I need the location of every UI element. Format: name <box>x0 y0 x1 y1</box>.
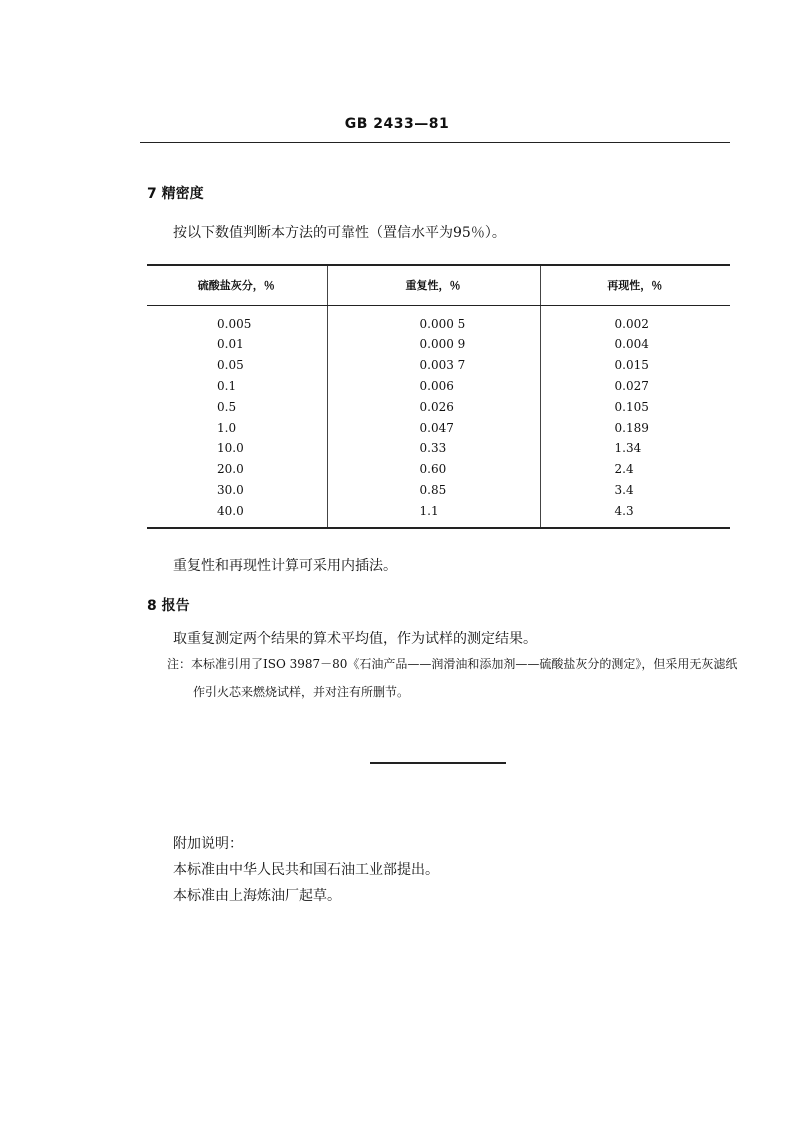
section-8-text: 取重复测定两个结果的算术平均值，作为试样的测定结果。 <box>173 631 537 647</box>
cell-ash: 0.05 <box>217 357 244 372</box>
table-row <box>147 480 730 501</box>
cell-ash: 0.005 <box>217 316 252 331</box>
cell-reproducibility: 0.105 <box>540 396 730 417</box>
table-row <box>147 305 730 334</box>
cell-reproducibility: 0.189 <box>540 417 730 438</box>
section-8-heading: 8 报告 <box>147 598 190 614</box>
cell-reproducibility: 0.015 <box>540 354 730 375</box>
table-row <box>147 334 730 355</box>
cell-ash: 1.0 <box>217 420 237 435</box>
header-rule <box>140 142 730 143</box>
section-7-intro: 按以下数值判断本方法的可靠性（置信水平为95％）。 <box>173 225 506 241</box>
cell-repeatability: 0.85 <box>327 480 540 501</box>
cell-ash: 30.0 <box>217 483 244 498</box>
table-row <box>147 501 730 528</box>
interpolation-note: 重复性和再现性计算可采用内插法。 <box>173 558 397 574</box>
cell-repeatability: 1.1 <box>327 501 540 528</box>
cell-reproducibility: 4.3 <box>540 501 730 528</box>
standard-code-header: GB 2433—81 <box>344 116 450 132</box>
cell-ash: 40.0 <box>147 501 327 528</box>
cell-repeatability: 0.006 <box>327 375 540 396</box>
cell-repeatability: 0.000 5 <box>327 305 540 334</box>
cell-ash: 0.01 <box>217 336 244 351</box>
cell-reproducibility: 0.004 <box>540 334 730 355</box>
table-row <box>147 375 730 396</box>
table-row <box>147 438 730 459</box>
table-row <box>147 417 730 438</box>
appendix-line-2: 本标准由上海炼油厂起草。 <box>173 888 341 904</box>
cell-reproducibility: 2.4 <box>540 459 730 480</box>
cell-ash: 0.5 <box>217 399 237 414</box>
cell-reproducibility: 3.4 <box>540 480 730 501</box>
section-7-heading: 7 精密度 <box>147 186 204 202</box>
cell-reproducibility: 0.002 <box>540 305 730 334</box>
cell-reproducibility: 1.34 <box>540 438 730 459</box>
column-header-reproducibility: 再现性，％ <box>540 265 730 305</box>
cell-repeatability: 0.026 <box>327 396 540 417</box>
cell-repeatability: 0.047 <box>327 417 540 438</box>
precision-table <box>147 264 730 529</box>
cell-ash: 0.1 <box>217 378 237 393</box>
table-row <box>147 396 730 417</box>
cell-ash: 20.0 <box>217 462 244 477</box>
cell-reproducibility: 0.027 <box>540 375 730 396</box>
table-header-row <box>147 265 730 305</box>
appendix-title: 附加说明： <box>173 836 243 852</box>
cell-repeatability: 0.60 <box>327 459 540 480</box>
cell-ash: 10.0 <box>217 441 244 456</box>
cell-repeatability: 0.000 9 <box>327 334 540 355</box>
table-row <box>147 354 730 375</box>
end-of-text-rule <box>370 762 506 764</box>
appendix-line-1: 本标准由中华人民共和国石油工业部提出。 <box>173 862 439 878</box>
footnote-line-2: 作引火芯来燃烧试样，并对注有所删节。 <box>193 685 410 699</box>
cell-repeatability: 0.33 <box>327 438 540 459</box>
column-header-ash: 硫酸盐灰分，％ <box>147 265 327 305</box>
column-header-repeatability: 重复性，％ <box>327 265 540 305</box>
cell-repeatability: 0.003 7 <box>327 354 540 375</box>
footnote-line-1: 注：本标准引用了ISO 3987－80《石油产品——润滑油和添加剂——硫酸盐灰分的测定》，但采用无灰滤纸 <box>167 657 738 671</box>
table-row <box>147 459 730 480</box>
